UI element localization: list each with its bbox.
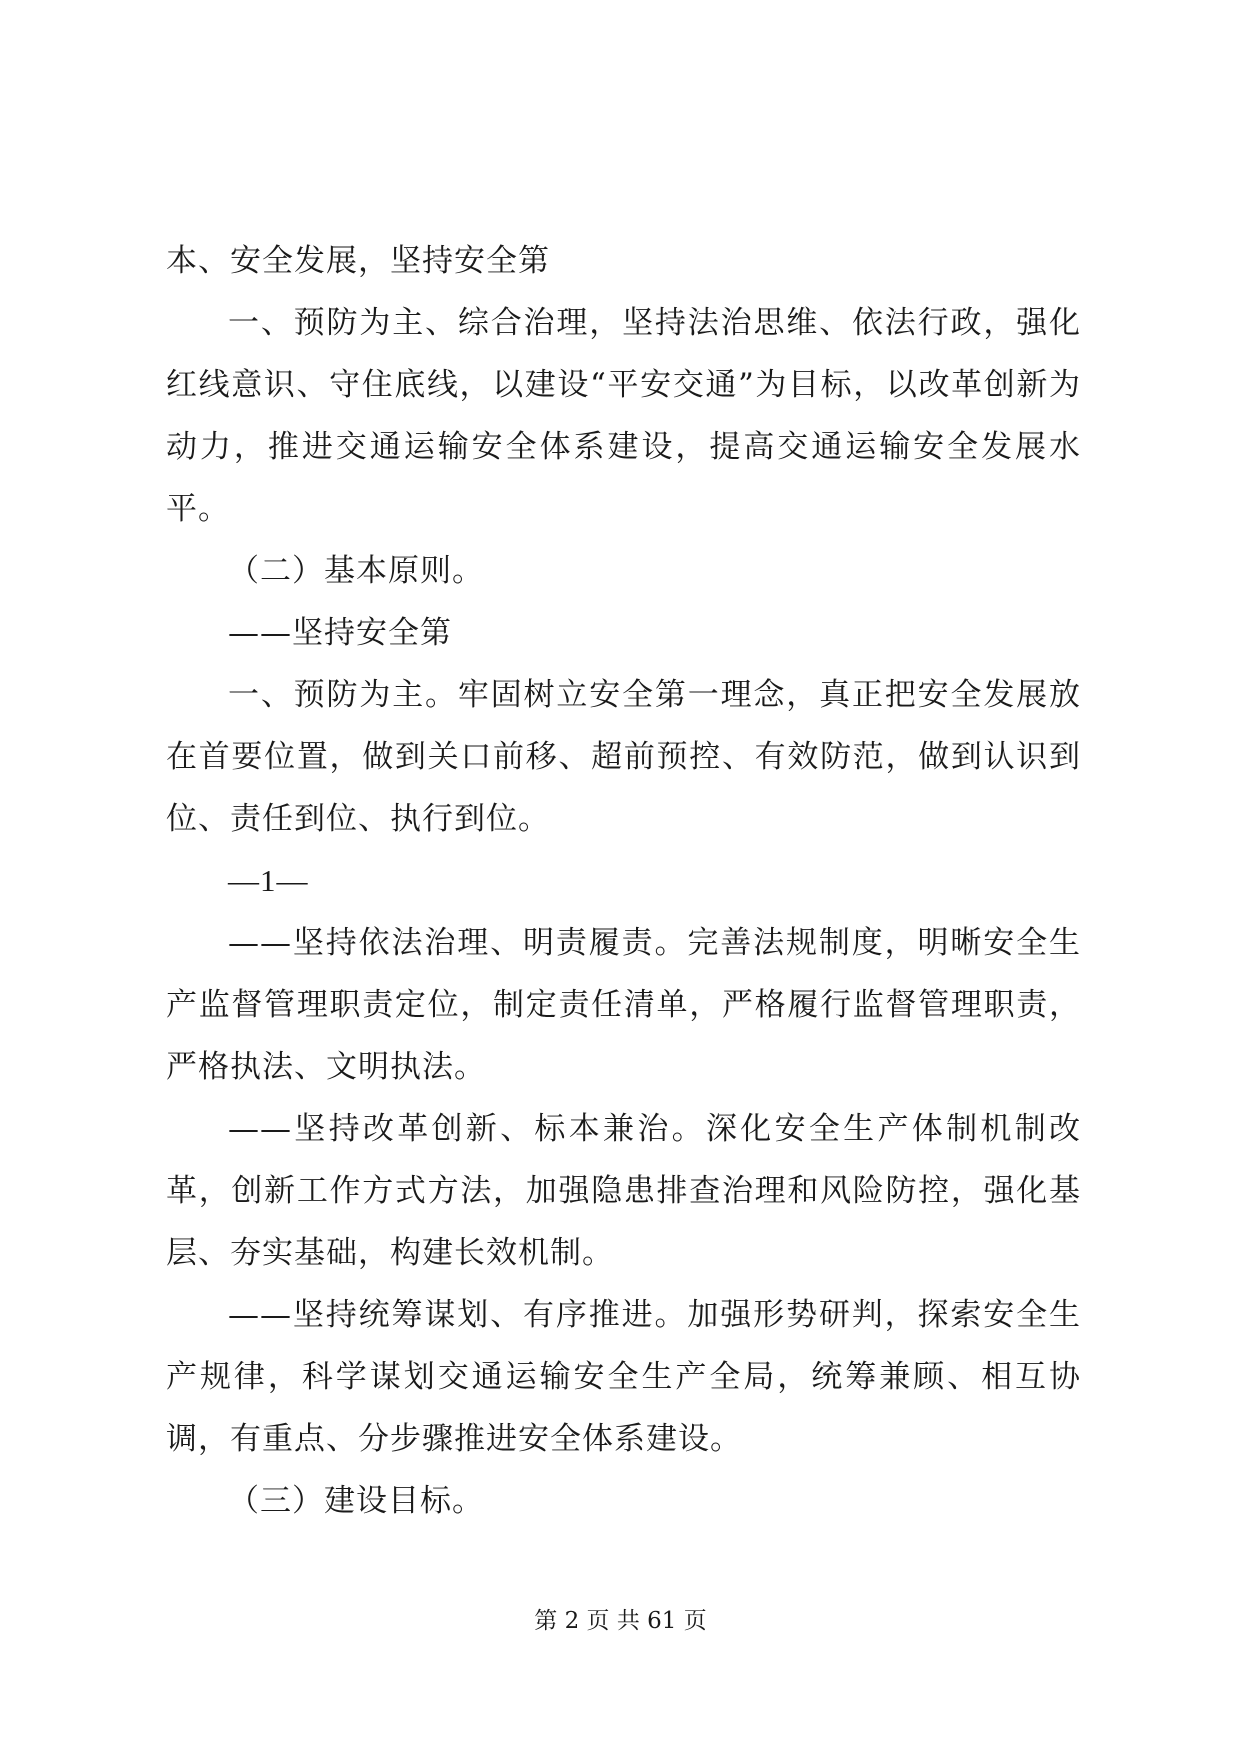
paragraph-prevention-first: 一、预防为主。牢固树立安全第一理念，真正把安全发展放在首要位置，做到关口前移、超前预控、有效防范，做到认识到位、责任到位、执行到位。: [166, 677, 1081, 837]
paragraph-guiding-principle: 一、预防为主、综合治理，坚持法治思维、依法行政，强化红线意识、守住底线，以建设“平安交通”为目标，以改革创新为动力，推进交通运输安全体系建设，提高交通运输安全发展水平。: [166, 305, 1081, 527]
page-footer: 第 2 页 共 61 页: [534, 1608, 707, 1634]
paragraph-safety-first-heading: ——坚持安全第: [228, 615, 452, 651]
paragraph-rule-of-law: ——坚持依法治理、明责履责。完善法规制度，明晰安全生产监督管理职责定位，制定责任清单，严格履行监督管理职责，严格执法、文明执法。: [166, 925, 1081, 1085]
document-body: [166, 230, 1081, 1532]
paragraph-overall-planning: ——坚持统筹谋划、有序推进。加强形势研判，探索安全生产规律，科学谋划交通运输安全生产全局，统筹兼顾、相互协调，有重点、分步骤推进安全体系建设。: [166, 1297, 1081, 1457]
inline-page-marker: —1—: [228, 863, 309, 898]
section-heading-construction-goals: （三）建设目标。: [228, 1483, 484, 1519]
paragraph-reform-innovation: ——坚持改革创新、标本兼治。深化安全生产体制机制改革，创新工作方式方法，加强隐患排查治理和风险防控，强化基层、夯实基础，构建长效机制。: [166, 1111, 1081, 1271]
section-heading-basic-principles: （二）基本原则。: [228, 553, 484, 589]
paragraph-continuation: 本、安全发展，坚持安全第: [166, 243, 550, 279]
